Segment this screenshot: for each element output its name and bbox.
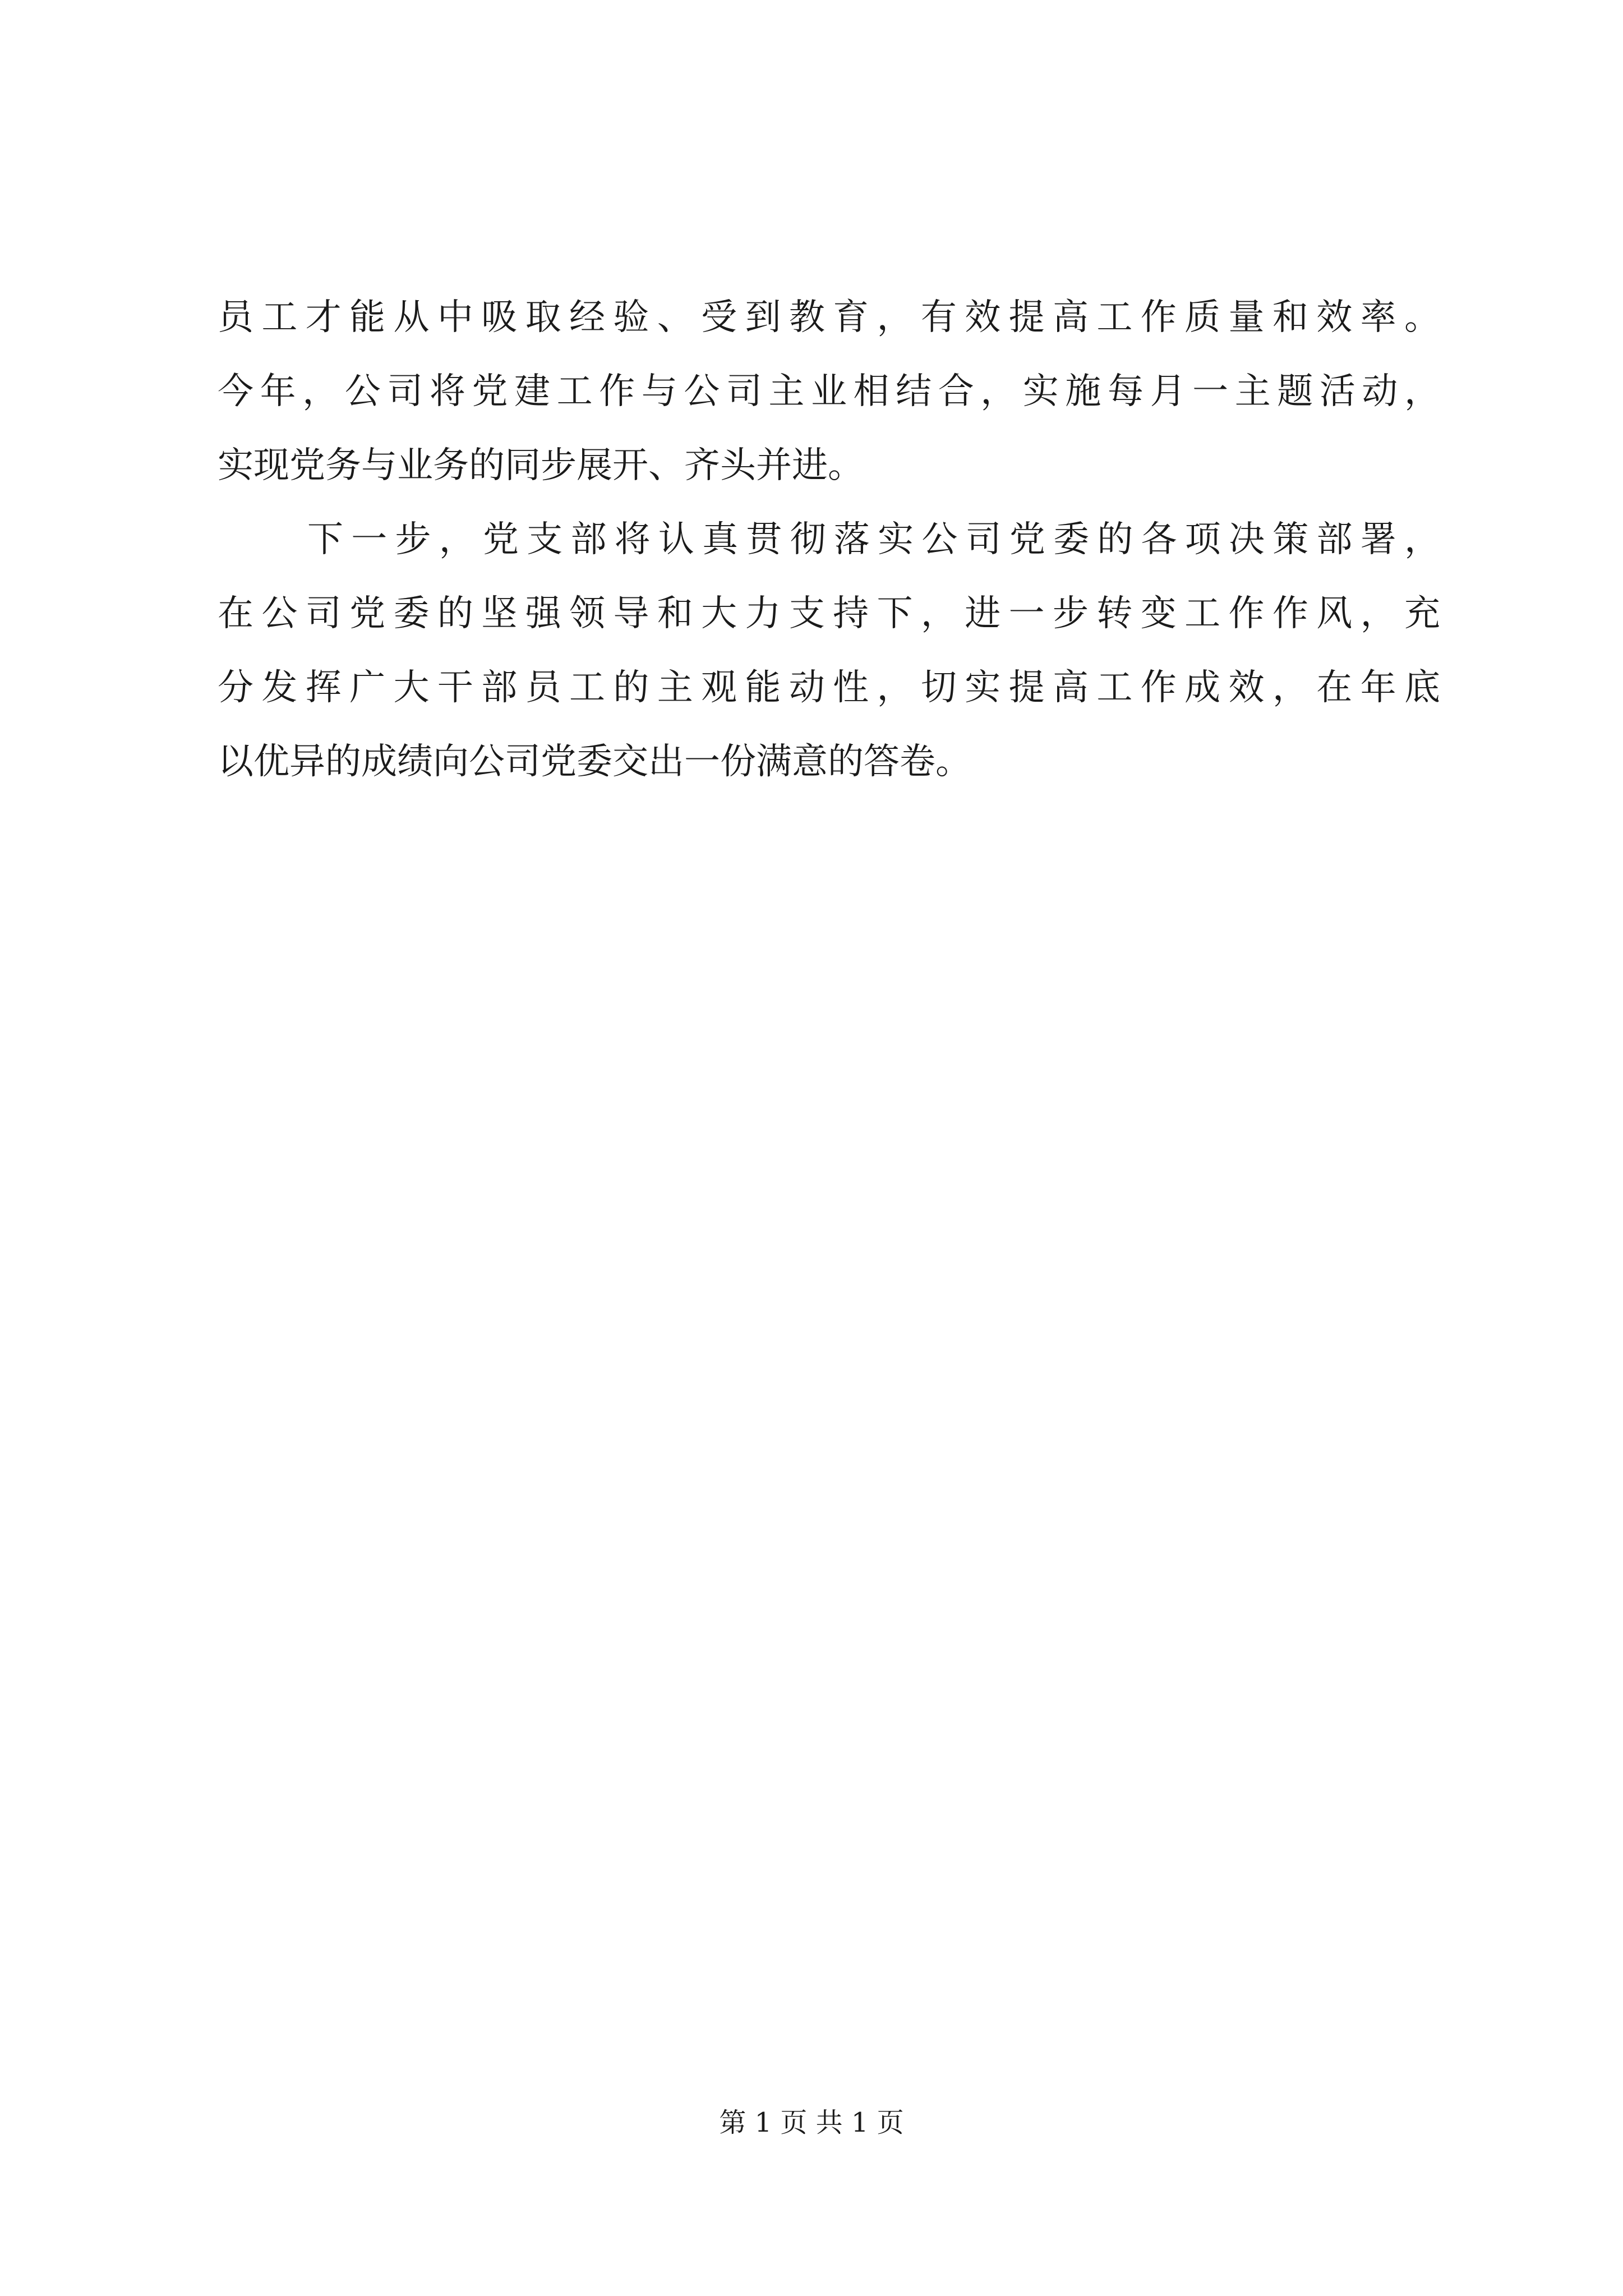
paragraph-line: 以优异的成绩向公司党委交出一份满意的答卷。	[218, 741, 971, 783]
page-footer: 第 1 页 共 1 页	[719, 2107, 904, 2138]
paragraph-line: 今年，公司将党建工作与公司主业相结合，实施每月一主题活动，	[218, 371, 1440, 412]
paragraph-line: 分发挥广大干部员工的主观能动性，切实提高工作成效，在年底	[218, 667, 1440, 708]
document-body	[218, 280, 1440, 799]
paragraph-line: 在公司党委的坚强领导和大力支持下，进一步转变工作作风，充	[218, 593, 1440, 634]
paragraph-2	[218, 503, 1440, 799]
paragraph-line: 员工才能从中吸取经验、受到教育，有效提高工作质量和效率。	[218, 297, 1440, 338]
paragraph-1	[218, 280, 1440, 503]
paragraph-line: 实现党务与业务的同步展开、齐头并进。	[218, 445, 864, 486]
paragraph-line: 下一步，党支部将认真贯彻落实公司党委的各项决策部署，	[307, 519, 1440, 560]
